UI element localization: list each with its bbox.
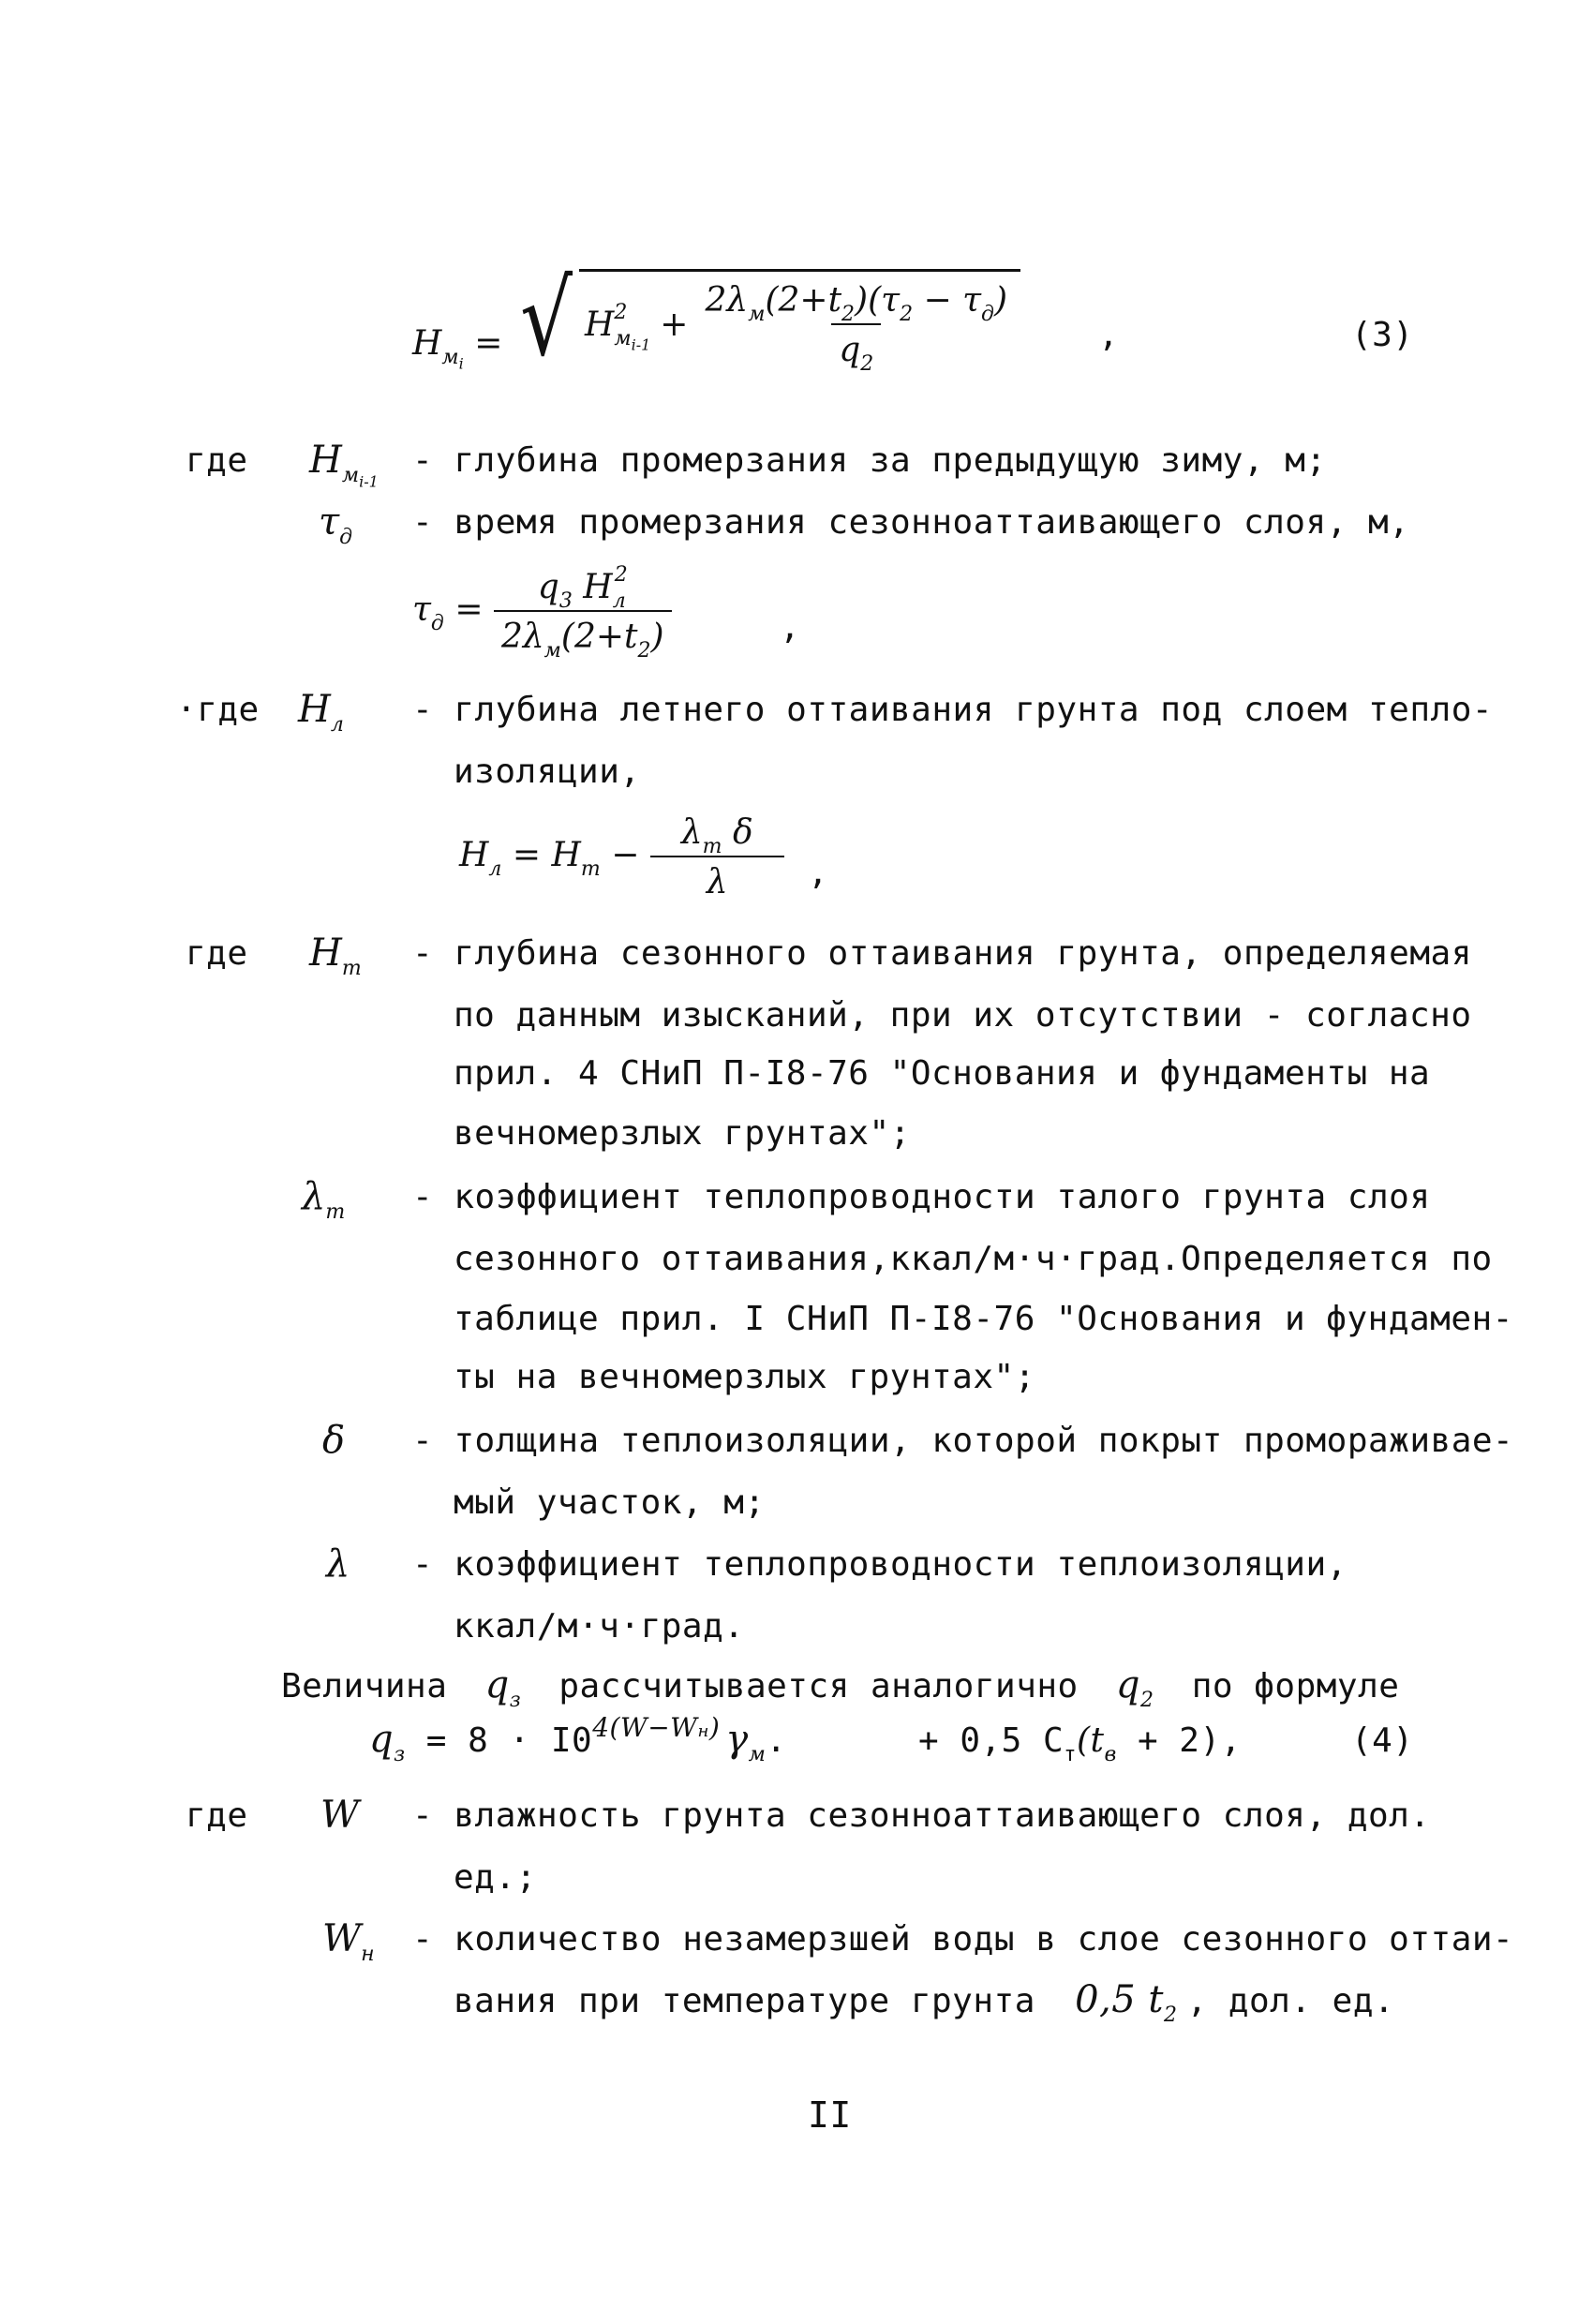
formula-3-number: (3) [1351, 316, 1414, 354]
symbol-delta: δ [322, 1419, 346, 1462]
formula-4-rhs-2: + 0,5 C [917, 1721, 1064, 1760]
para-text-3: по формуле [1191, 1667, 1400, 1706]
def-w-n-1: - количество незамерзшей воды в слое сезонного оттаи- [412, 1920, 1514, 1959]
where-label: ·где [176, 691, 260, 729]
symbol-lambda: λ [326, 1542, 350, 1586]
def-lambda-1: - коэффициент теплопроводности теплоизоляции, [412, 1545, 1347, 1584]
formula-3-comma: , [1098, 316, 1120, 354]
formula-h-l: $H_л = H_т$ − $\frac{\lambda_т \delta}{\lambda}$ [459, 813, 784, 901]
def-h-t-1: - глубина сезонного оттаивания грунта, определяемая [412, 934, 1472, 973]
symbol-q2-inline: $q_2$ [1115, 1663, 1154, 1712]
symbol-h-l: $H_л$ [298, 688, 344, 737]
symbol-q3-inline: $q_з$ [484, 1663, 522, 1712]
symbol-h-t: $H_т$ [309, 931, 362, 980]
def-delta-2: мый участок, м; [454, 1483, 766, 1522]
def-h-t-4: вечномерзлых грунтах"; [454, 1114, 911, 1153]
def-lambda-2: ккал/м·ч·град. [454, 1607, 745, 1646]
def-w-n-3-text: , дол. ед. [1186, 1982, 1395, 2020]
def-w-1: - влажность грунта сезонноаттаивающего слоя, дол. [412, 1796, 1431, 1835]
def-tau-d: - время промерзания сезонноаттаивающего слоя, м, [412, 503, 1410, 542]
def-h-prev: - глубина промерзания за предыдущую зиму, м; [412, 441, 1327, 480]
formula-tau-d-comma: , [780, 608, 801, 647]
def-h-t-3: прил. 4 СНиП П-I8-76 "Основания и фундаменты на [454, 1054, 1431, 1093]
def-lambda-t-4: ты на вечномерзлых грунтах"; [454, 1358, 1035, 1396]
def-h-l-1: - глубина летнего оттаивания грунта под слоем тепло- [412, 691, 1494, 729]
formula-4: $q_з = 8 \cdot I0^{4(W-Wн)}$ $\gamma_м$. + 0,5 $C_т(t_в + 2)$, [369, 1712, 1242, 1766]
where-label: где [186, 934, 248, 973]
formula-tau-d: $\tau_д$ = $\frac{q_3 H_л^2}{2\lambda_м(2+t_2)}$ [412, 568, 672, 656]
def-w-n-2-text: вания при температуре грунта [454, 1982, 1035, 2020]
where-label: где [186, 1796, 248, 1835]
symbol-h-prev: $H_{м_{i-1}}$ [309, 439, 379, 491]
def-lambda-t-3: таблице прил. I СНиП П-I8-76 "Основания и фундамен- [454, 1300, 1513, 1338]
def-delta-1: - толщина теплоизоляции, которой покрыт промораживае- [412, 1422, 1514, 1460]
def-lambda-t-1: - коэффициент теплопроводности талого грунта слоя [412, 1178, 1431, 1216]
def-lambda-t-2: сезонного оттаивания,ккал/м·ч·град.Определяется по [454, 1240, 1493, 1278]
def-w-2: ед.; [454, 1858, 537, 1897]
def-h-l-2: изоляции, [454, 752, 641, 791]
symbol-lambda-t: $\lambda_т$ [302, 1175, 346, 1224]
formula-4-number: (4) [1351, 1721, 1414, 1760]
para-text-2: рассчитывается аналогично [558, 1667, 1079, 1706]
formula-4-rhs-3: + 2), [1137, 1721, 1242, 1760]
formula-4-rhs-1: = 8 · I0 [425, 1721, 593, 1760]
formula-h-l-comma: , [808, 854, 829, 892]
symbol-w: W [320, 1794, 360, 1837]
def-w-n-2 [454, 1978, 1395, 2027]
para-text-1: Величина [281, 1667, 448, 1706]
symbol-tau-d: $\tau_д$ [319, 500, 353, 549]
paragraph-q3 [281, 1663, 1400, 1712]
def-h-t-2: по данным изысканий, при их отсутствии - согласно [454, 996, 1472, 1035]
symbol-half-t2: 0,5 $t_2$ [1075, 1978, 1178, 2027]
symbol-w-n: $W_н$ [322, 1917, 375, 1966]
formula-3: $H_{м_i}$ = √ $H^2_{м_{i-1}}$ + $\frac{2\lambda_м(2+t_2)(\tau_2 - \tau_д)}{q_2}$ [412, 267, 1020, 370]
where-label: где [186, 441, 248, 480]
page-number: II [808, 2094, 852, 2136]
